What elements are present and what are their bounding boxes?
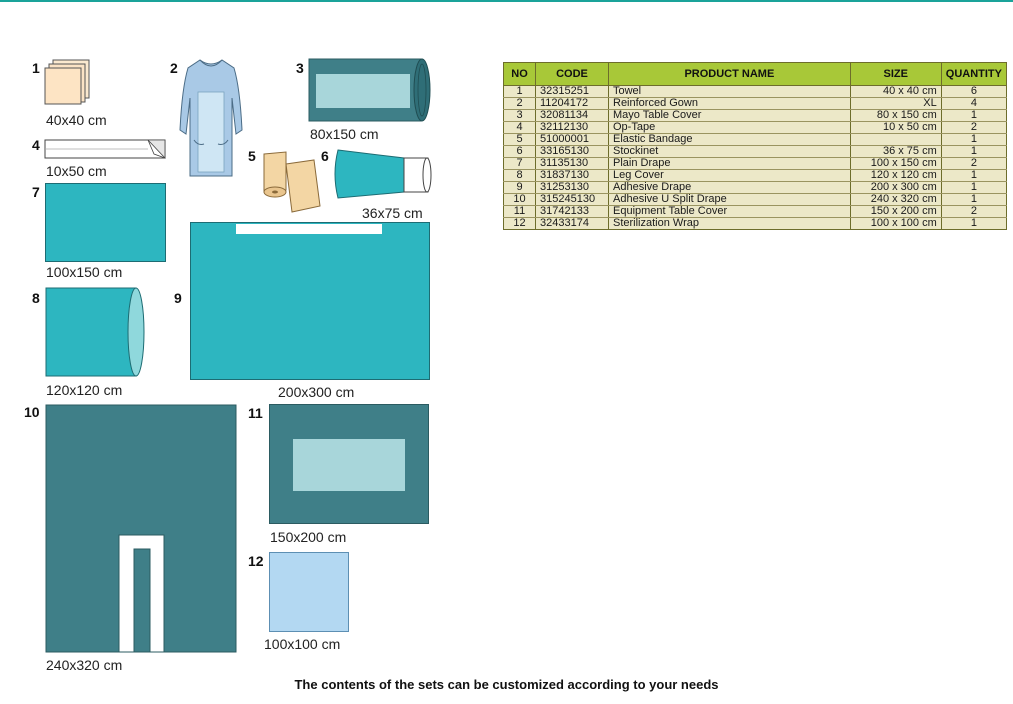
cell-name: Elastic Bandage	[609, 134, 851, 146]
cell-name: Adhesive Drape	[609, 182, 851, 194]
header-code: CODE	[536, 63, 609, 86]
elastic-bandage-illustration	[256, 146, 322, 214]
header-quantity: QUANTITY	[941, 63, 1006, 86]
cell-code: 315245130	[536, 194, 609, 206]
cell-code: 31253130	[536, 182, 609, 194]
cell-code: 11204172	[536, 98, 609, 110]
cell-name: Leg Cover	[609, 170, 851, 182]
table-row	[504, 134, 1007, 146]
cell-qty: 1	[941, 182, 1006, 194]
cell-code: 32081134	[536, 110, 609, 122]
header-size: SIZE	[850, 63, 941, 86]
leg-cover-illustration	[45, 286, 147, 378]
cell-size: 100 x 100 cm	[850, 218, 941, 230]
item-size-1: 40x40 cm	[46, 112, 107, 128]
table-row	[504, 194, 1007, 206]
cell-code: 31837130	[536, 170, 609, 182]
cell-size: 40 x 40 cm	[850, 86, 941, 98]
stockinet-illustration	[334, 148, 434, 200]
cell-name: Adhesive U Split Drape	[609, 194, 851, 206]
cell-no: 3	[504, 110, 536, 122]
table-row	[504, 86, 1007, 98]
cell-qty: 6	[941, 86, 1006, 98]
cell-name: Plain Drape	[609, 158, 851, 170]
cell-qty: 1	[941, 110, 1006, 122]
cell-no: 12	[504, 218, 536, 230]
cell-qty: 1	[941, 170, 1006, 182]
cell-code: 31135130	[536, 158, 609, 170]
table-row	[504, 170, 1007, 182]
cell-qty: 4	[941, 98, 1006, 110]
item-number-2: 2	[170, 60, 178, 76]
header-no: NO	[504, 63, 536, 86]
table-header-row	[504, 63, 1007, 86]
header-product-name: PRODUCT NAME	[609, 63, 851, 86]
cell-name: Mayo Table Cover	[609, 110, 851, 122]
item-number-7: 7	[32, 184, 40, 200]
towel-illustration	[44, 58, 94, 106]
u-split-drape-illustration	[45, 404, 237, 654]
top-accent-line	[0, 0, 1013, 2]
cell-size: 120 x 120 cm	[850, 170, 941, 182]
cell-code: 31742133	[536, 206, 609, 218]
cell-no: 5	[504, 134, 536, 146]
cell-qty: 1	[941, 194, 1006, 206]
cell-qty: 2	[941, 158, 1006, 170]
table-row	[504, 146, 1007, 158]
item-number-12: 12	[248, 553, 264, 569]
table-row	[504, 158, 1007, 170]
item-number-3: 3	[296, 60, 304, 76]
cell-code: 33165130	[536, 146, 609, 158]
item-number-9: 9	[174, 290, 182, 306]
cell-code: 51000001	[536, 134, 609, 146]
cell-no: 4	[504, 122, 536, 134]
adhesive-drape-illustration	[190, 222, 430, 380]
cell-no: 2	[504, 98, 536, 110]
item-number-10: 10	[24, 404, 40, 420]
item-number-6: 6	[321, 148, 329, 164]
cell-no: 6	[504, 146, 536, 158]
cell-no: 10	[504, 194, 536, 206]
cell-no: 7	[504, 158, 536, 170]
cell-no: 11	[504, 206, 536, 218]
footer-note: The contents of the sets can be customized according to your needs	[294, 677, 719, 692]
plain-drape-illustration	[45, 183, 166, 262]
item-size-12: 100x100 cm	[264, 636, 341, 652]
table-row	[504, 218, 1007, 230]
cell-qty: 1	[941, 146, 1006, 158]
cell-qty: 1	[941, 134, 1006, 146]
cell-no: 8	[504, 170, 536, 182]
cell-size: 100 x 150 cm	[850, 158, 941, 170]
item-size-10: 240x320 cm	[46, 657, 123, 673]
cell-name: Stockinet	[609, 146, 851, 158]
item-size-6: 36x75 cm	[362, 205, 423, 221]
cell-qty: 2	[941, 122, 1006, 134]
cell-size: 36 x 75 cm	[850, 146, 941, 158]
cell-name: Sterilization Wrap	[609, 218, 851, 230]
cell-no: 1	[504, 86, 536, 98]
product-table	[503, 62, 1007, 230]
item-size-3: 80x150 cm	[310, 126, 379, 142]
cell-name: Reinforced Gown	[609, 98, 851, 110]
item-number-1: 1	[32, 60, 40, 76]
item-size-8: 120x120 cm	[46, 382, 123, 398]
cell-size	[850, 134, 941, 146]
reinforcement-area	[293, 439, 405, 491]
cell-qty: 2	[941, 206, 1006, 218]
item-size-7: 100x150 cm	[46, 264, 123, 280]
gown-illustration	[178, 58, 244, 186]
item-number-4: 4	[32, 137, 40, 153]
table-row	[504, 98, 1007, 110]
cell-code: 32433174	[536, 218, 609, 230]
cell-code: 32112130	[536, 122, 609, 134]
cell-size: 200 x 300 cm	[850, 182, 941, 194]
cell-no: 9	[504, 182, 536, 194]
mayo-table-cover-illustration	[308, 56, 432, 124]
cell-size: 240 x 320 cm	[850, 194, 941, 206]
item-size-11: 150x200 cm	[270, 529, 347, 545]
table-row	[504, 110, 1007, 122]
cell-name: Op-Tape	[609, 122, 851, 134]
op-tape-illustration	[44, 138, 168, 162]
sterilization-wrap-illustration	[269, 552, 349, 632]
table-row	[504, 122, 1007, 134]
item-number-8: 8	[32, 290, 40, 306]
item-number-5: 5	[248, 148, 256, 164]
cell-size: 80 x 150 cm	[850, 110, 941, 122]
cell-name: Towel	[609, 86, 851, 98]
cell-code: 32315251	[536, 86, 609, 98]
cell-size: 10 x 50 cm	[850, 122, 941, 134]
cell-qty: 1	[941, 218, 1006, 230]
cell-size: XL	[850, 98, 941, 110]
cell-size: 150 x 200 cm	[850, 206, 941, 218]
item-size-4: 10x50 cm	[46, 163, 107, 179]
cell-name: Equipment Table Cover	[609, 206, 851, 218]
adhesive-strip	[236, 224, 382, 234]
table-row	[504, 182, 1007, 194]
item-size-9: 200x300 cm	[278, 384, 355, 400]
item-number-11: 11	[248, 405, 263, 421]
table-row	[504, 206, 1007, 218]
